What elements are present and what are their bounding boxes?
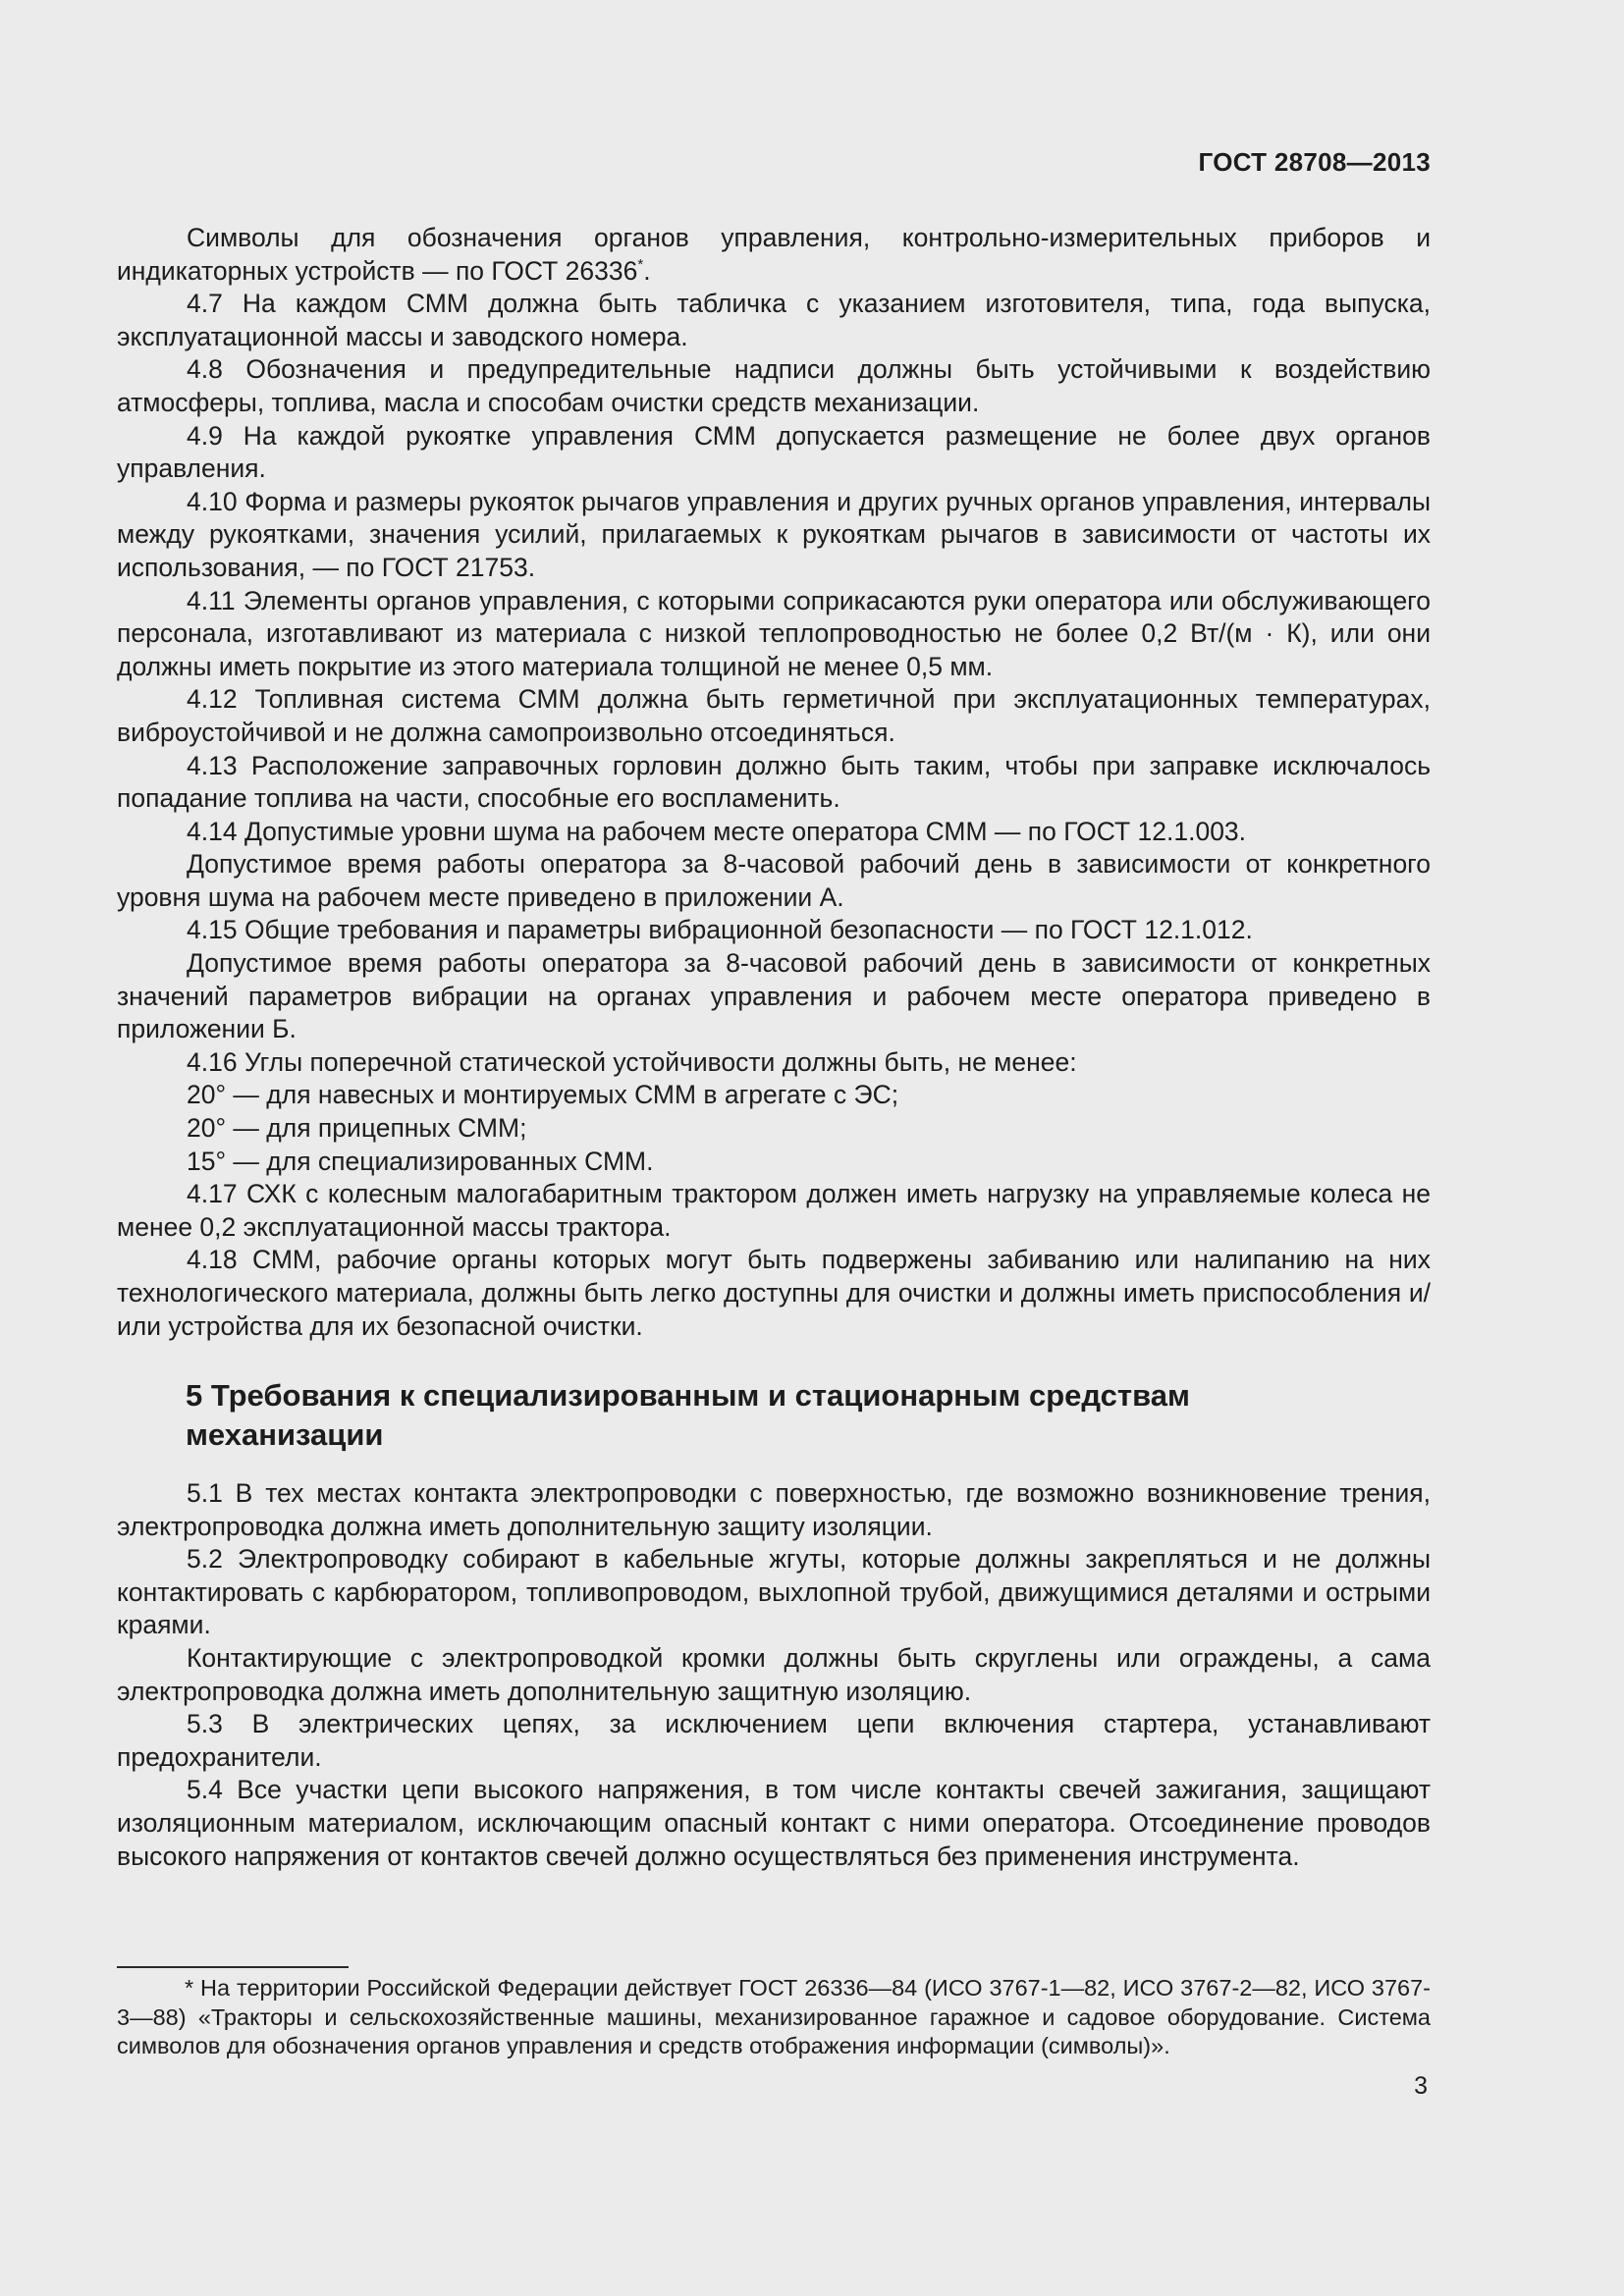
footnote-text: * На территории Российской Федерации действует ГОСТ 26336—84 (ИСО 3767-1—82, ИСО 3767-2—82, ИСО 3767-3—88) «Тракторы и сельскохозяйственные машины, механизированное гаражное и садовое оборудование. Система символов для обозначения органов управления и средств отображения информации (символы)». — [117, 1975, 1431, 2058]
section5-heading — [186, 1376, 1315, 1455]
paragraph-4-10: 4.10 Форма и размеры рукояток рычагов управления и других ручных органов управления, интервалы между рукоятками, значения усилий, прилагаемых к рукояткам рычагов в зависимости от частоты их использования, — по ГОСТ 21753. — [117, 486, 1431, 582]
paragraph-5-1: 5.1 В тех местах контакта электропроводки с поверхностью, где возможно возникновение трения, электропроводка должна иметь дополнительную защиту изоляции. — [117, 1478, 1431, 1541]
paragraph-4-18: 4.18 СММ, рабочие органы которых могут быть подвержены забиванию или налипанию на них технологического материала, должны быть легко доступны для очистки и должны иметь приспособления и/или устройства для их безопасной очистки. — [117, 1245, 1431, 1341]
paragraph-4-11: 4.11 Элементы органов управления, с которыми соприкасаются руки оператора или обслуживающего персонала, изготавливают из материала с низкой теплопроводностью не более 0,2 Вт/(м · К), или они должны иметь покрытие из этого материала толщиной не менее 0,5 мм. — [117, 585, 1431, 681]
document-header: ГОСТ 28708—2013 — [1198, 147, 1431, 177]
paragraph-4-15: 4.15 Общие требования и параметры вибрационной безопасности — по ГОСТ 12.1.012. — [187, 915, 1253, 945]
paragraph-4-16: 4.16 Углы поперечной статической устойчивости должны быть, не менее: — [187, 1046, 1077, 1077]
paragraph-4-9: 4.9 На каждой рукоятке управления СММ допускается размещение не более двух органов управления. — [117, 420, 1431, 484]
paragraph-5-2: 5.2 Электропроводку собирают в кабельные жгуты, которые должны закрепляться и не должны контактировать с карбюратором, топливопроводом, выхлопной трубой, движущимися деталями и острыми краями. — [117, 1544, 1431, 1640]
section5-body — [117, 1477, 1431, 1873]
section5-heading-line2: механизации — [186, 1417, 384, 1452]
page-number: 3 — [1414, 2072, 1428, 2100]
section5-heading-line1: 5 Требования к специализированным и стационарным средствам — [186, 1378, 1190, 1413]
paragraph-4-16-item-3: 15° — для специализированных СММ. — [187, 1146, 654, 1176]
footnote-marker: * — [637, 255, 644, 273]
paragraph-4-13: 4.13 Расположение заправочных горловин должно быть таким, чтобы при заправке исключалось попадание топлива на части, способные его воспламенить. — [117, 750, 1431, 814]
paragraph-4-8: 4.8 Обозначения и предупредительные надписи должны быть устойчивыми к воздействию атмосферы, топлива, масла и способам очистки средств механизации. — [117, 354, 1431, 417]
footnote-divider — [117, 1966, 349, 1968]
footnote — [117, 1974, 1431, 2061]
paragraph-4-17: 4.17 СХК с колесным малогабаритным трактором должен иметь нагрузку на управляемые колеса не менее 0,2 эксплуатационной массы трактора. — [117, 1179, 1431, 1242]
section4-body — [117, 222, 1431, 1343]
paragraph-5-2-note: Контактирующие с электропроводкой кромки должны быть скруглены или ограждены, а сама электропроводка должна иметь дополнительную защитную изоляцию. — [117, 1642, 1431, 1706]
paragraph-4-14-note: Допустимое время работы оператора за 8-часовой рабочий день в зависимости от конкретного уровня шума на рабочем месте приведено в приложении А. — [117, 849, 1431, 912]
paragraph-4-14: 4.14 Допустимые уровни шума на рабочем месте оператора СММ — по ГОСТ 12.1.003. — [187, 816, 1247, 846]
paragraph-5-4: 5.4 Все участки цепи высокого напряжения, в том числе контакты свечей зажигания, защищают изоляционным материалом, исключающим опасный контакт с ними оператора. Отсоединение проводов высокого напряжения от контактов свечей должно осуществляться без применения инструмента. — [117, 1775, 1431, 1871]
paragraph-4-16-item-2: 20° — для прицепных СММ; — [187, 1113, 527, 1144]
paragraph-4-7: 4.7 На каждом СММ должна быть табличка с указанием изготовителя, типа, года выпуска, эксплуатационной массы и заводского номера. — [117, 289, 1431, 351]
paragraph-4-12: 4.12 Топливная система СММ должна быть герметичной при эксплуатационных температурах, виброустойчивой и не должна самопроизвольно отсоединяться. — [117, 684, 1431, 747]
paragraph-symbols: Символы для обозначения органов управления, контрольно-измерительных приборов и индикаторных устройств — по ГОСТ 26336*. — [117, 223, 1431, 286]
paragraph-4-16-item-1: 20° — для навесных и монтируемых СММ в агрегате с ЭС; — [187, 1080, 899, 1110]
paragraph-5-3: 5.3 В электрических цепях, за исключением цепи включения стартера, устанавливают предохранители. — [117, 1709, 1431, 1772]
paragraph-4-15-note: Допустимое время работы оператора за 8-часовой рабочий день в зависимости от конкретных значений параметров вибрации на органах управления и рабочем месте оператора приведено в приложении Б. — [117, 948, 1431, 1044]
